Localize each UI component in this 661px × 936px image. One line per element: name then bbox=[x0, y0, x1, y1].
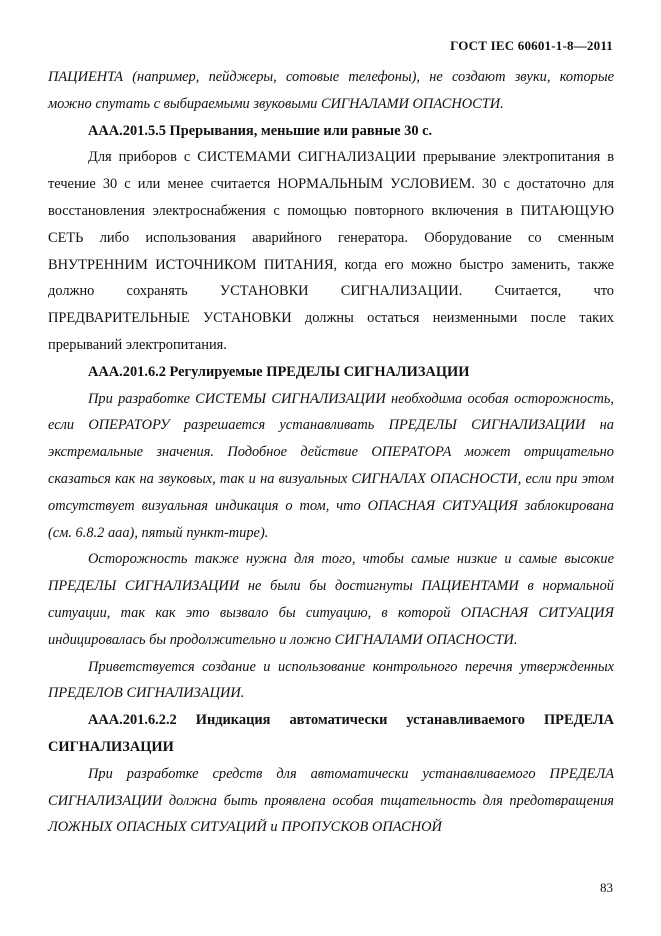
paragraph: При разработке средств для автоматически устанавливаемого ПРЕДЕЛА СИГНАЛИЗАЦИИ должна быть проявлена особая тщательность для предотвращения ЛОЖНЫХ ОПАСНЫХ СИТУАЦИЙ и ПРОПУСКОВ ОПАСНОЙ bbox=[48, 765, 614, 836]
section-heading: ААА.201.6.2 Регулируемые ПРЕДЕЛЫ СИГНАЛИЗАЦИИ bbox=[88, 363, 470, 380]
paragraph-continuation: ПАЦИЕНТА (например, пейджеры, сотовые телефоны), не создают звуки, которые можно спутать с выбираемыми звуковыми СИГНАЛАМИ ОПАСНОСТИ. bbox=[48, 69, 614, 112]
section-heading: ААА.201.6.2.2 Индикация автоматически устанавливаемого ПРЕДЕЛА СИГНАЛИЗАЦИИ bbox=[48, 712, 614, 755]
section-heading: ААА.201.5.5 Прерывания, меньшие или равные 30 с. bbox=[88, 122, 433, 139]
paragraph: Приветствуется создание и использование контрольного перечня утвержденных ПРЕДЕЛОВ СИГНАЛИЗАЦИИ. bbox=[48, 658, 614, 702]
standard-header: ГОСТ IEC 60601-1-8—2011 bbox=[450, 38, 613, 53]
document-body bbox=[48, 64, 614, 841]
page-number: 83 bbox=[600, 880, 613, 895]
paragraph: Для приборов с СИСТЕМАМИ СИГНАЛИЗАЦИИ прерывание электропитания в течение 30 с или менее считается НОРМАЛЬНЫМ УСЛОВИЕМ. 30 с достаточно для восстановления электроснабжения с помощью повторного включения в ПИТАЮЩУЮ СЕТЬ либо использования аварийного генератора. Оборудование со сменным ВНУТРЕННИМ ИСТОЧНИКОМ ПИТАНИЯ, когда его можно быстро заменить, также должно сохранять УСТАНОВКИ СИГНАЛИЗАЦИИ. Считается, что ПРЕДВАРИТЕЛЬНЫЕ УСТАНОВКИ должны остаться неизменными после таких прерываний электропитания. bbox=[48, 149, 614, 353]
paragraph: Осторожность также нужна для того, чтобы самые низкие и самые высокие ПРЕДЕЛЫ СИГНАЛИЗАЦИИ не были бы достигнуты ПАЦИЕНТАМИ в нормальной ситуации, так как это вызвало бы ситуацию, в которой ОПАСНАЯ СИТУАЦИЯ индицировалась бы продолжительно и ложно СИГНАЛАМИ ОПАСНОСТИ. bbox=[48, 551, 614, 648]
paragraph: При разработке СИСТЕМЫ СИГНАЛИЗАЦИИ необходима особая осторожность, если ОПЕРАТОРУ разрешается устанавливать ПРЕДЕЛЫ СИГНАЛИЗАЦИИ на экстремальные значения. Подобное действие ОПЕРАТОРА может отрицательно сказаться как на звуковых, так и на визуальных СИГНАЛАХ ОПАСНОСТИ, если при этом отсутствует визуальная индикация о том, что ОПАСНАЯ СИТУАЦИЯ заблокирована (см. 6.8.2 ааа), пятый пункт-тире). bbox=[48, 390, 614, 541]
